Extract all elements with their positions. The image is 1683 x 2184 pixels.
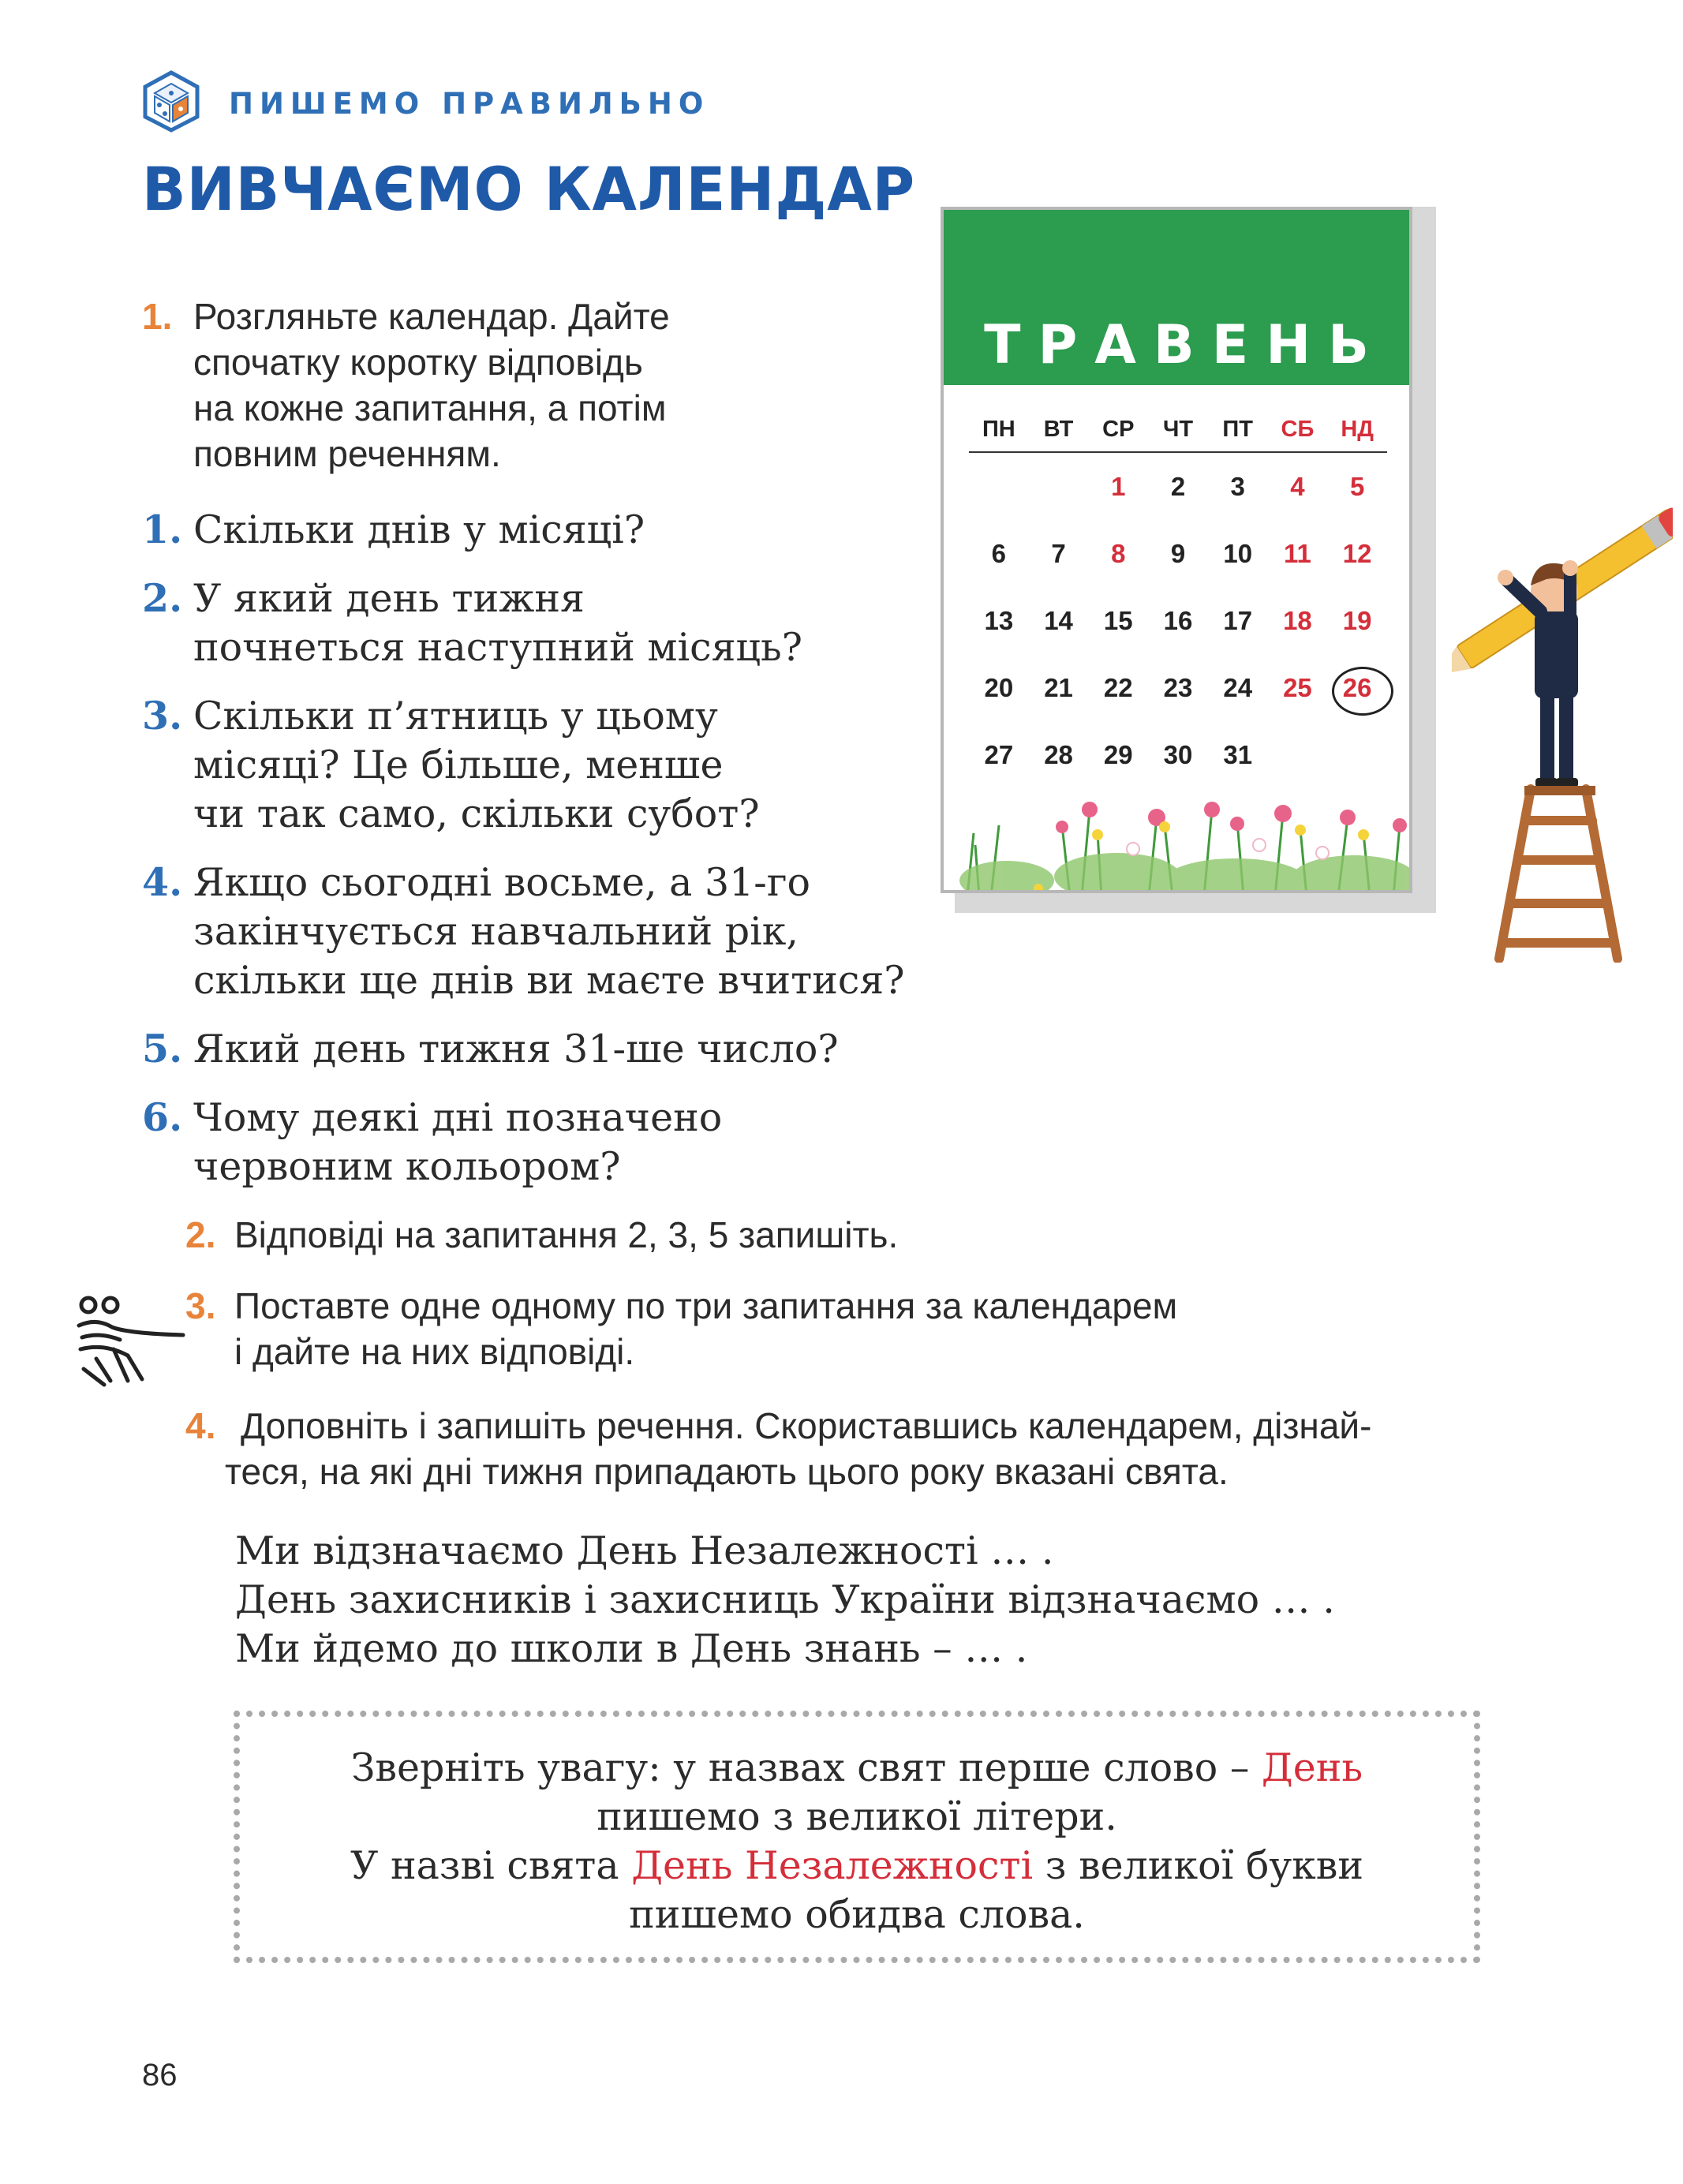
calendar-empty-cell xyxy=(1029,453,1089,520)
calendar-month: ТРАВЕНЬ xyxy=(984,314,1386,376)
task-number: 4. xyxy=(185,1405,216,1446)
section-label: ПИШЕМО ПРАВИЛЬНО xyxy=(229,87,710,121)
note-box xyxy=(234,1711,1480,1963)
calendar-empty-cell xyxy=(969,453,1029,520)
dice-icon xyxy=(142,69,200,133)
question-number: 4. xyxy=(142,859,183,905)
calendar-day: 23 xyxy=(1163,673,1193,702)
calendar-day: 13 xyxy=(984,606,1014,635)
calendar-day: 16 xyxy=(1163,606,1193,635)
task-number: 2. xyxy=(185,1214,216,1255)
calendar-day: 14 xyxy=(1044,606,1073,635)
task-4 xyxy=(185,1403,1566,1494)
calendar-grid xyxy=(969,417,1387,788)
pair-work-icon xyxy=(73,1294,191,1393)
calendar-day: 8 xyxy=(1111,539,1126,568)
weekday-label: СР xyxy=(1088,417,1148,453)
question-text: скільки ще днів ви маєте вчитися? xyxy=(193,958,905,1003)
question-number: 6. xyxy=(142,1094,183,1140)
question-item xyxy=(142,858,1026,1005)
question-text: Чому деякі дні позначено xyxy=(193,1095,723,1140)
question-number: 2. xyxy=(142,575,183,621)
calendar-day: 18 xyxy=(1283,606,1312,635)
calendar-header xyxy=(944,210,1409,385)
task-3 xyxy=(185,1283,1177,1374)
note-line: пишемо обидва слова. xyxy=(629,1892,1085,1937)
calendar-day: 6 xyxy=(991,539,1007,568)
question-item xyxy=(142,574,1026,672)
question-list xyxy=(142,505,1026,1210)
question-text: Скільки днів у місяці? xyxy=(193,507,645,552)
boy-with-pencil-illustration xyxy=(1452,497,1673,963)
task-text-line: повним реченням. xyxy=(193,433,501,474)
calendar-day: 27 xyxy=(984,740,1014,769)
calendar-day: 4 xyxy=(1290,472,1305,501)
question-text: почнеться наступний місяць? xyxy=(193,625,802,670)
question-text: чи так само, скільки субот? xyxy=(193,791,760,836)
calendar-day: 12 xyxy=(1342,539,1372,568)
question-text: закінчується навчальний рік, xyxy=(193,909,798,954)
task-text-line: Розгляньте календар. Дайте xyxy=(193,296,670,337)
calendar-day: 5 xyxy=(1349,472,1365,501)
calendar-day: 21 xyxy=(1044,673,1073,702)
task-number: 1. xyxy=(142,296,173,337)
calendar-day: 28 xyxy=(1044,740,1073,769)
sentence: Ми йдемо до школи в День знань – … . xyxy=(235,1626,1028,1671)
page-number: 86 xyxy=(142,2058,178,2092)
weekday-label: ВТ xyxy=(1029,417,1089,453)
sentence: День захисників і захисниць України відзначаємо … . xyxy=(235,1577,1335,1622)
calendar-day: 30 xyxy=(1163,740,1193,769)
calendar-day: 25 xyxy=(1283,673,1312,702)
calendar-day: 7 xyxy=(1051,539,1066,568)
weekday-label: НД xyxy=(1327,417,1387,453)
calendar-day: 26 xyxy=(1327,654,1387,721)
note-text-segment: Зверніть увагу: у назвах свят перше слово – xyxy=(350,1745,1262,1790)
calendar-day: 29 xyxy=(1103,740,1133,769)
question-text: Якщо сьогодні восьме, а 31-го xyxy=(193,860,811,905)
flowers-decoration xyxy=(944,778,1409,893)
task-number: 3. xyxy=(185,1285,216,1326)
note-text-segment: У назві свята xyxy=(350,1843,632,1888)
task-text-line: Поставте одне одному по три запитання за календарем xyxy=(234,1285,1178,1326)
task-text-line: Доповніть і запишіть речення. Скориставшись календарем, дізнай- xyxy=(241,1405,1372,1446)
calendar-day: 17 xyxy=(1223,606,1253,635)
question-text: Який день тижня 31-ше число? xyxy=(193,1027,839,1071)
note-highlight: День xyxy=(1261,1745,1363,1790)
task-1 xyxy=(142,294,982,477)
task-text-line: теся, на які дні тижня припадають цього року вказані свята. xyxy=(225,1451,1229,1492)
note-line: пишемо з великої літери. xyxy=(597,1794,1117,1839)
calendar-day: 1 xyxy=(1111,472,1126,501)
page-title: ВИВЧАЄМО КАЛЕНДАР xyxy=(142,154,916,224)
weekday-label: ЧТ xyxy=(1148,417,1208,453)
fill-in-sentences xyxy=(235,1527,1335,1674)
note-text-segment: з великої букви xyxy=(1033,1843,1364,1888)
sentence: Ми відзначаємо День Незалежності … . xyxy=(235,1528,1054,1573)
calendar-day: 3 xyxy=(1230,472,1245,501)
calendar-day: 2 xyxy=(1170,472,1186,501)
calendar-day: 19 xyxy=(1342,606,1372,635)
question-text: У який день тижня xyxy=(193,576,585,621)
question-text: місяці? Це більше, менше xyxy=(193,742,724,787)
task-text-line: і дайте на них відповіді. xyxy=(234,1331,635,1372)
question-item xyxy=(142,691,1026,839)
question-item xyxy=(142,505,1026,555)
question-item xyxy=(142,1024,1026,1074)
task-2 xyxy=(185,1212,898,1258)
question-number: 3. xyxy=(142,693,183,739)
calendar-day: 9 xyxy=(1170,539,1186,568)
question-number: 5. xyxy=(142,1026,183,1071)
task-text: Відповіді на запитання 2, 3, 5 запишіть. xyxy=(234,1214,899,1255)
calendar-day: 20 xyxy=(984,673,1014,702)
note-line xyxy=(240,1744,1474,1793)
weekday-label: СБ xyxy=(1268,417,1328,453)
calendar-day: 11 xyxy=(1283,539,1311,568)
question-text: червоним кольором? xyxy=(193,1144,621,1189)
question-number: 1. xyxy=(142,507,183,552)
calendar-day: 10 xyxy=(1223,539,1253,568)
calendar-day: 22 xyxy=(1103,673,1133,702)
task-text-line: спочатку коротку відповідь xyxy=(193,342,643,383)
note-line xyxy=(240,1842,1474,1890)
question-item xyxy=(142,1093,1026,1191)
calendar xyxy=(941,207,1412,893)
note-text xyxy=(240,1744,1474,1939)
calendar-day: 24 xyxy=(1223,673,1253,702)
weekday-label: ПТ xyxy=(1208,417,1268,453)
task-text-line: на кожне запитання, а потім xyxy=(193,387,667,428)
calendar-day: 31 xyxy=(1223,740,1253,769)
weekday-label: ПН xyxy=(969,417,1029,453)
calendar-day: 15 xyxy=(1103,606,1133,635)
note-highlight: День Незалежності xyxy=(631,1843,1034,1888)
question-text: Скільки п’ятниць у цьому xyxy=(193,694,718,739)
